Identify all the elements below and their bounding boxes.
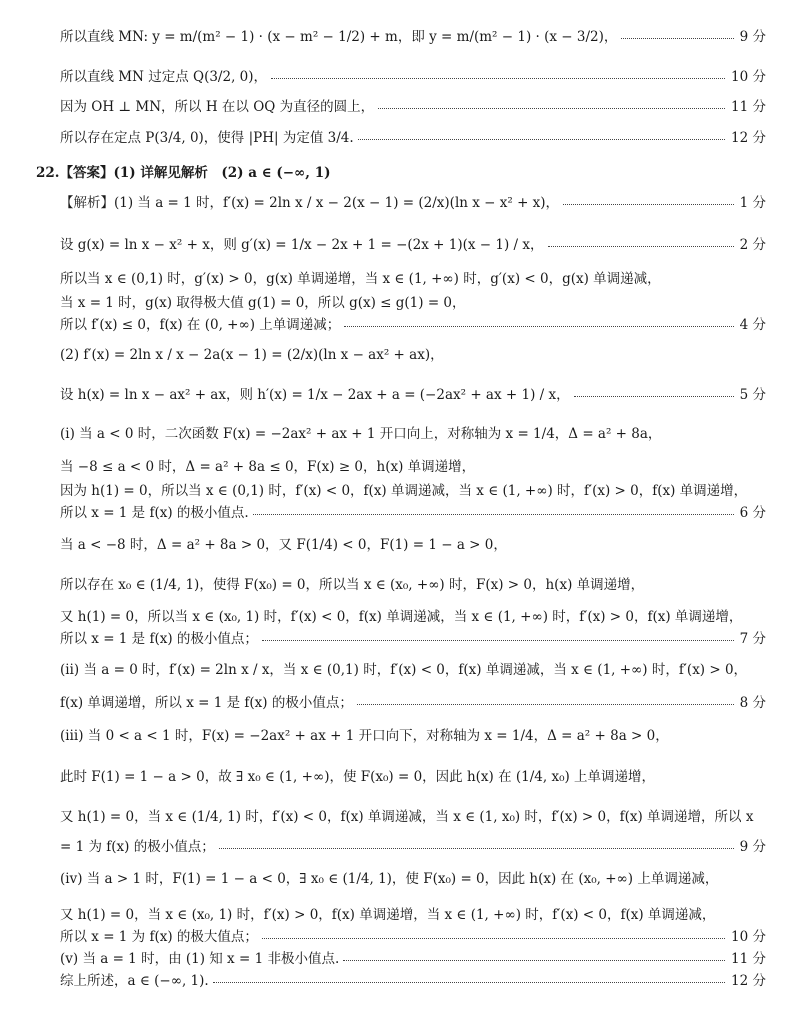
- line-text: 因为 OH ⊥ MN，所以 H 在以 OQ 为直径的圆上，: [60, 99, 375, 115]
- dot-leader: [378, 107, 725, 109]
- line-text: 因为 h(1) = 0，所以当 x ∈ (0,1) 时，f′(x) < 0，f(x) 单调递减，当 x ∈ (1, +∞) 时，f′(x) > 0，f(x) 单调递增，: [60, 483, 748, 499]
- score-label: 4 分: [739, 317, 766, 333]
- dot-leader: [219, 847, 734, 849]
- line-text: 所以 f′(x) ≤ 0，f(x) 在 (0, +∞) 上单调递减；: [60, 317, 341, 333]
- line-7: [0, 228, 800, 258]
- dot-leader: [271, 77, 725, 79]
- line-22: [0, 690, 800, 712]
- line-3: [0, 94, 800, 116]
- score-label: 12 分: [731, 973, 766, 989]
- score-label: 11 分: [731, 99, 766, 115]
- line-text: (ⅲ) 当 0 < a < 1 时，F(x) = −2ax² + ax + 1 开口向下，对称轴为 x = 1/4，Δ = a² + 8a > 0，: [60, 728, 669, 744]
- line-17: [0, 528, 800, 558]
- line-text: 此时 F(1) = 1 − a > 0，故 ∃ x₀ ∈ (1, +∞)，使 F(x₀) = 0，因此 h(x) 在 (1/4, x₀) 上单调递增，: [60, 769, 656, 785]
- dot-leader: [574, 395, 734, 397]
- line-11: [0, 338, 800, 368]
- score-label: 9 分: [739, 29, 766, 45]
- line-text: 所以存在 x₀ ∈ (1/4, 1)，使得 F(x₀) = 0，所以当 x ∈ (x₀, +∞) 时，F(x) > 0，h(x) 单调递增，: [60, 577, 645, 593]
- line-28: [0, 902, 800, 924]
- score-label: 12 分: [731, 130, 766, 146]
- line-text: 当 a < −8 时，Δ = a² + 8a > 0，又 F(1/4) < 0，F(1) = 1 − a > 0，: [60, 537, 507, 553]
- dot-leader: [262, 937, 725, 939]
- line-10: [0, 312, 800, 334]
- line-text: (ⅰ) 当 a < 0 时，二次函数 F(x) = −2ax² + ax + 1 开口向上，对称轴为 x = 1/4，Δ = a² + 8a，: [60, 426, 662, 442]
- score-label: 11 分: [731, 951, 766, 967]
- line-16: [0, 500, 800, 522]
- score-label: 10 分: [731, 69, 766, 85]
- dot-leader: [563, 203, 734, 205]
- line-text: 所以 x = 1 是 f(x) 的极小值点.: [60, 505, 249, 521]
- line-text: 又 h(1) = 0，当 x ∈ (x₀, 1) 时，f′(x) > 0，f(x) 单调递增，当 x ∈ (1, +∞) 时，f′(x) < 0，f(x) 单调递减，: [60, 907, 716, 923]
- line-26: [0, 834, 800, 856]
- dot-leader: [213, 981, 725, 983]
- dot-leader: [344, 325, 733, 327]
- line-24: [0, 760, 800, 790]
- line-text: 所以直线 MN: y = m/(m² − 1) · (x − m² − 1/2) + m，即 y = m/(m² − 1) · (x − 3/2)，: [60, 29, 618, 45]
- dot-leader: [343, 959, 725, 961]
- line-text: 所以当 x ∈ (0,1) 时，g′(x) > 0，g(x) 单调递增，当 x ∈ (1, +∞) 时，g′(x) < 0，g(x) 单调递减，: [60, 271, 661, 287]
- line-text: 22.【答案】(1) 详解见解析 (2) a ∈ (−∞, 1): [36, 165, 331, 181]
- answer-heading: [0, 160, 800, 182]
- score-label: 6 分: [739, 505, 766, 521]
- line-31: [0, 968, 800, 990]
- line-text: 设 g(x) = ln x − x² + x，则 g′(x) = 1/x − 2x + 1 = −(2x + 1)(x − 1) / x，: [60, 237, 544, 253]
- line-text: 所以 x = 1 为 f(x) 的极大值点；: [60, 929, 258, 945]
- line-13: [0, 418, 800, 446]
- line-6: [0, 186, 800, 216]
- dot-leader: [253, 513, 734, 515]
- line-15: [0, 478, 800, 500]
- score-label: 5 分: [739, 387, 766, 403]
- line-text: (ⅴ) 当 a = 1 时，由 (1) 知 x = 1 非极小值点.: [60, 951, 340, 967]
- line-18: [0, 568, 800, 598]
- dot-leader: [548, 245, 734, 247]
- line-text: f(x) 单调递增，所以 x = 1 是 f(x) 的极小值点；: [60, 695, 353, 711]
- line-text: 所以直线 MN 过定点 Q(3/2, 0)，: [60, 69, 268, 85]
- score-label: 10 分: [731, 929, 766, 945]
- line-9: [0, 290, 800, 312]
- score-label: 1 分: [739, 195, 766, 211]
- score-label: 9 分: [739, 839, 766, 855]
- line-30: [0, 946, 800, 968]
- line-text: 所以存在定点 P(3/4, 0)，使得 |PH| 为定值 3/4.: [60, 130, 354, 146]
- line-1: [0, 22, 800, 48]
- dot-leader: [262, 639, 734, 641]
- score-label: 8 分: [739, 695, 766, 711]
- line-text: (ⅳ) 当 a > 1 时，F(1) = 1 − a < 0，∃ x₀ ∈ (1/4, 1)，使 F(x₀) = 0，因此 h(x) 在 (x₀, +∞) 上单调递减，: [60, 871, 719, 887]
- dot-leader: [358, 138, 725, 140]
- line-23: [0, 720, 800, 748]
- line-text: 又 h(1) = 0，所以当 x ∈ (x₀, 1) 时，f′(x) < 0，f(x) 单调递减，当 x ∈ (1, +∞) 时，f′(x) > 0，f(x) 单调递增，: [60, 609, 743, 625]
- line-19: [0, 604, 800, 626]
- line-text: 当 x = 1 时，g(x) 取得极大值 g(1) = 0，所以 g(x) ≤ g(1) = 0，: [60, 295, 466, 311]
- score-label: 2 分: [739, 237, 766, 253]
- line-20: [0, 626, 800, 648]
- line-12: [0, 378, 800, 408]
- line-text: 所以 x = 1 是 f(x) 的极小值点；: [60, 631, 258, 647]
- dot-leader: [357, 703, 734, 705]
- line-text: (2) f′(x) = 2ln x / x − 2a(x − 1) = (2/x)(ln x − ax² + ax)，: [60, 347, 444, 363]
- line-text: (ⅱ) 当 a = 0 时，f′(x) = 2ln x / x，当 x ∈ (0,1) 时，f′(x) < 0，f(x) 单调递减，当 x ∈ (1, +∞) 时，f′(x) > 0，: [60, 662, 748, 678]
- line-text: = 1 为 f(x) 的极小值点；: [60, 839, 215, 855]
- line-4: [0, 122, 800, 150]
- line-27: [0, 862, 800, 892]
- score-label: 7 分: [739, 631, 766, 647]
- line-2: [0, 62, 800, 88]
- line-text: 【解析】(1) 当 a = 1 时，f′(x) = 2ln x / x − 2(x − 1) = (2/x)(ln x − x² + x)，: [60, 195, 560, 211]
- line-14: [0, 454, 800, 476]
- dot-leader: [621, 37, 733, 39]
- line-29: [0, 924, 800, 946]
- line-text: 设 h(x) = ln x − ax² + ax，则 h′(x) = 1/x − 2ax + a = (−2ax² + ax + 1) / x，: [60, 387, 570, 403]
- line-25: [0, 800, 800, 830]
- line-21: [0, 654, 800, 682]
- line-text: 又 h(1) = 0，当 x ∈ (1/4, 1) 时，f′(x) < 0，f(x) 单调递减，当 x ∈ (1, x₀) 时，f′(x) > 0，f(x) 单调递增，所以 x: [60, 809, 754, 825]
- line-text: 综上所述，a ∈ (−∞, 1).: [60, 973, 209, 989]
- line-text: 当 −8 ≤ a < 0 时，Δ = a² + 8a ≤ 0，F(x) ≥ 0，h(x) 单调递增，: [60, 459, 476, 475]
- line-8: [0, 266, 800, 288]
